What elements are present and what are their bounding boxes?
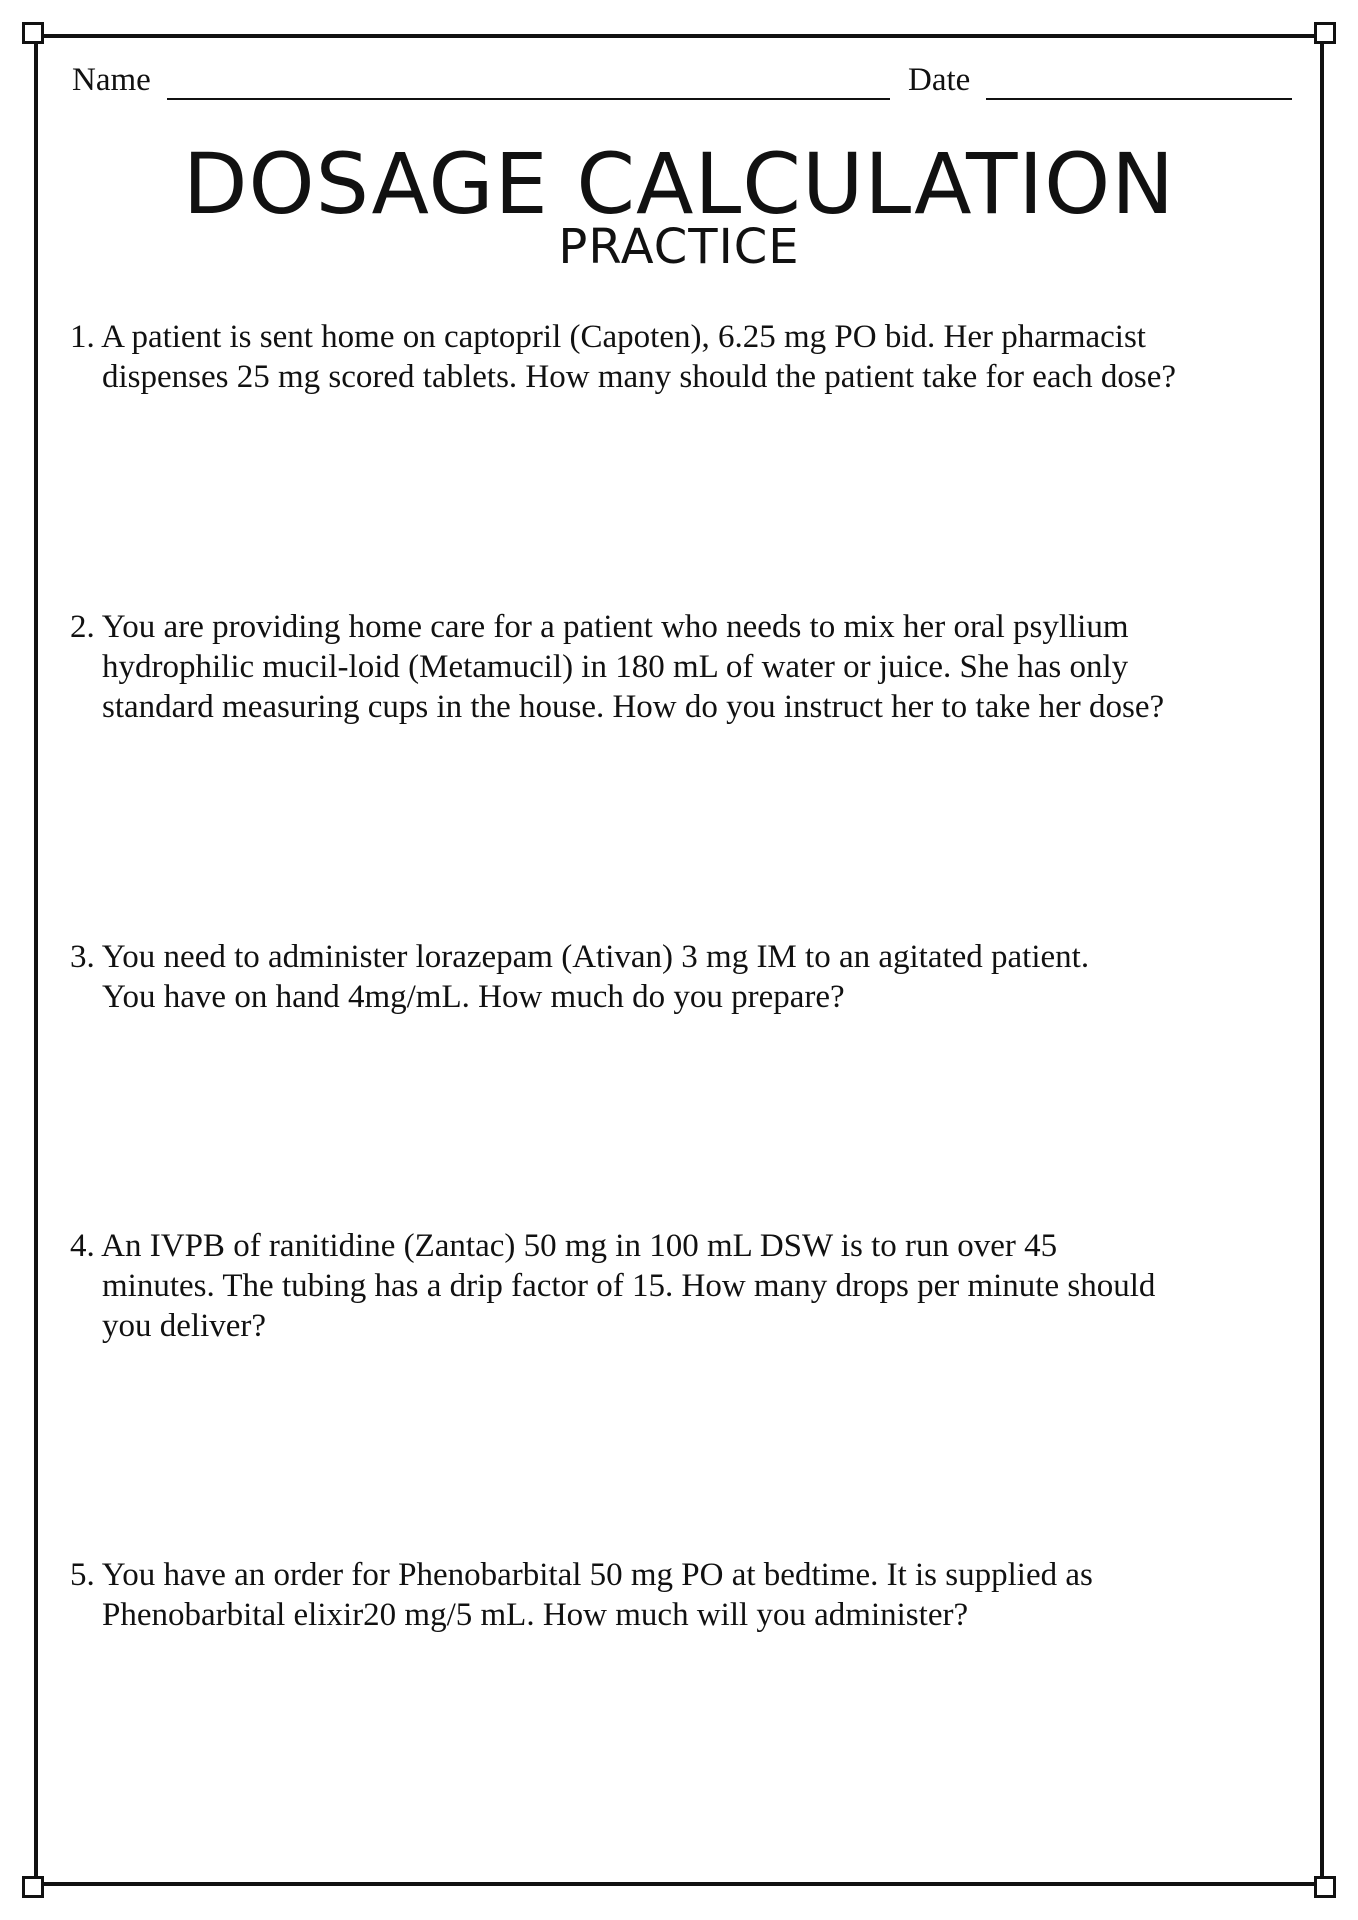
name-date-row — [72, 62, 1292, 102]
question-text-line: 5. You have an order for Phenobarbital 50 mg PO at bedtime. It is supplied as — [70, 1557, 1093, 1593]
question-text-line: You have on hand 4mg/mL. How much do you prepare? — [102, 979, 845, 1015]
question-text-line: 1. A patient is sent home on captopril (Capoten), 6.25 mg PO bid. Her pharmacist — [70, 319, 1146, 355]
corner-ornament-top-right — [1314, 22, 1336, 44]
question-text-line: you deliver? — [102, 1308, 267, 1344]
question-text-line: 2. You are providing home care for a patient who needs to mix her oral psyllium — [70, 609, 1129, 645]
date-field[interactable] — [986, 98, 1292, 100]
corner-ornament-bottom-right — [1314, 1876, 1336, 1898]
question-3 — [70, 937, 1290, 1017]
question-text-line: standard measuring cups in the house. How do you instruct her to take her dose? — [102, 689, 1165, 725]
name-field[interactable] — [167, 98, 890, 100]
question-5 — [70, 1555, 1290, 1635]
corner-ornament-bottom-left — [22, 1876, 44, 1898]
name-label: Name — [72, 62, 151, 98]
question-4 — [70, 1226, 1290, 1346]
question-1 — [70, 317, 1290, 397]
question-text-line: dispenses 25 mg scored tablets. How many should the patient take for each dose? — [102, 359, 1177, 395]
date-label: Date — [908, 62, 971, 98]
question-text-line: 3. You need to administer lorazepam (Ativan) 3 mg IM to an agitated patient. — [70, 939, 1090, 975]
question-text-line: 4. An IVPB of ranitidine (Zantac) 50 mg in 100 mL DSW is to run over 45 — [70, 1228, 1058, 1264]
question-text-line: hydrophilic mucil-loid (Metamucil) in 180 mL of water or juice. She has only — [102, 649, 1129, 685]
corner-ornament-top-left — [22, 22, 44, 44]
question-text-line: minutes. The tubing has a drip factor of 15. How many drops per minute should — [102, 1268, 1156, 1304]
worksheet-subtitle: PRACTICE — [558, 219, 800, 275]
question-2 — [70, 607, 1290, 727]
question-text-line: Phenobarbital elixir20 mg/5 mL. How much will you administer? — [102, 1597, 969, 1633]
worksheet-title: DOSAGE CALCULATION — [182, 135, 1176, 233]
